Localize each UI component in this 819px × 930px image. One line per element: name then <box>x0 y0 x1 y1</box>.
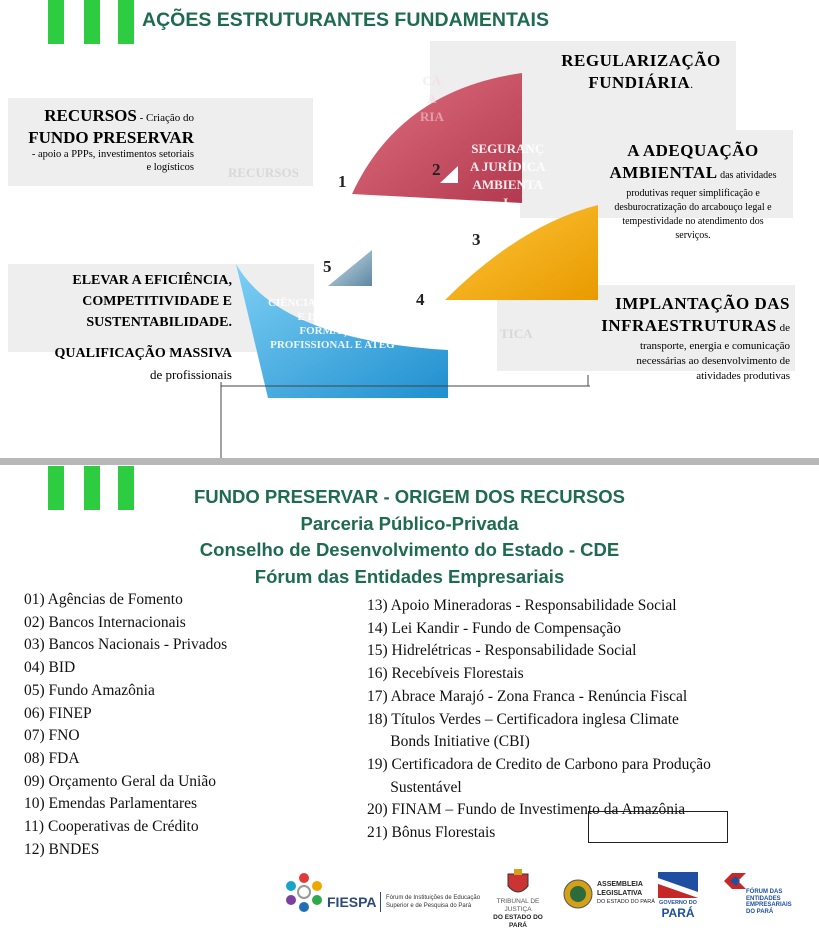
list-item: 19) Certificadora de Credito de Carbono para Produção <box>367 755 711 773</box>
list-item: 07) FNO <box>24 727 80 745</box>
step-number: 3 <box>472 230 481 249</box>
step-number: 5 <box>323 257 332 276</box>
list-item: 17) Abrace Marajó - Zona Franca - Renúncia Fiscal <box>367 687 688 705</box>
bottom-sub3: Fórum das Entidades Empresariais <box>254 565 565 587</box>
forum-text: FÓRUM DAS ENTIDADES EMPRESARIAIS DO PARÁ <box>746 889 792 915</box>
list-item: 14) Lei Kandir - Fundo de Compensação <box>367 619 621 637</box>
list-item: 05) Fundo Amazônia <box>24 681 155 699</box>
alepa-seal-icon <box>563 876 593 912</box>
left-funding-list <box>24 589 227 861</box>
list-item: 12) BNDES <box>24 840 100 858</box>
segment-label-logistica: TICA <box>500 326 533 341</box>
yellow-segment <box>445 205 598 300</box>
fiespa-desc: Fórum de Instituições de Educação Superior e de Pesquisa do Pará <box>386 895 481 909</box>
tjpa-text: TRIBUNAL DE JUSTIÇA DO ESTADO DO PARÁ <box>493 898 543 929</box>
fiespa-logo-icon <box>283 870 325 914</box>
segment-label-top: CA A RIA <box>420 73 444 124</box>
step-number: 4 <box>416 290 425 309</box>
bottom-sub2: Conselho de Desenvolvimento do Estado - CDE <box>199 539 620 560</box>
alepa-text: ASSEMBLEIA LEGISLATIVA DO ESTADO DO PARÁ <box>597 881 655 905</box>
bottom-sub1: Parceria Público-Privada <box>300 512 519 534</box>
list-item: 16) Recebíveis Florestais <box>367 665 524 683</box>
forum-flag-icon <box>722 872 748 890</box>
list-item: 11) Cooperativas de Crédito <box>24 818 199 836</box>
para-flag-icon <box>658 872 698 898</box>
step-number: 1 <box>338 172 347 191</box>
list-item: 20) FINAM – Fundo de Investimento da Amazônia <box>367 801 686 819</box>
segment-label-ciencia: CIÊNCIA, TECNOLOGIA E INOVAÇÃO FORMAÇÃO PROFISSIONAL E ATEG <box>268 297 397 351</box>
list-item: 15) Hidrelétricas - Responsabilidade Social <box>367 642 637 660</box>
segment-label-recursos: RECURSOS <box>228 165 299 180</box>
list-item: 10) Emendas Parlamentares <box>24 795 198 813</box>
slide-divider <box>0 458 819 465</box>
segment-label-seguranca: SEGURANÇ A JURÍDICA AMBIENTA L <box>470 141 546 210</box>
tjpa-seal-icon <box>504 868 532 898</box>
list-item: 03) Bancos Nacionais - Privados <box>24 636 228 654</box>
steel-segment <box>328 250 372 286</box>
bottom-title: FUNDO PRESERVAR - ORIGEM DOS RECURSOS <box>193 486 626 507</box>
list-item: 13) Apoio Mineradoras - Responsabilidade Social <box>367 597 677 614</box>
list-item: 02) Bancos Internacionais <box>24 613 186 631</box>
eficiencia-text: ELEVAR A EFICIÊNCIA, COMPETITIVIDADE E SUSTENTABILIDADE. QUALIFICAÇÃO MASSIVA de profissionais <box>54 273 232 382</box>
implantacao-text: IMPLANTAÇÃO DAS INFRAESTRUTURAS de transporte, energia e comunicação necessárias ao desenvolvimento de atividades produtivas <box>601 294 790 382</box>
gov-text: GOVERNO DO PARÁ <box>659 900 697 920</box>
step-number: 2 <box>432 160 441 179</box>
list-item: 18) Títulos Verdes – Certificadora inglesa Climate <box>367 710 679 728</box>
top-title: AÇÕES ESTRUTURANTES FUNDAMENTAIS <box>142 9 549 31</box>
highlight-box <box>588 811 728 843</box>
list-item: 04) BID <box>24 659 76 677</box>
list-item: Sustentável <box>367 778 462 796</box>
bottom-header <box>0 484 819 590</box>
regularizacao-text: REGULARIZAÇÃO FUNDIÁRIA. <box>561 51 721 92</box>
list-item: 09) Orçamento Geral da União <box>24 772 216 790</box>
list-item: 08) FDA <box>24 749 80 767</box>
list-item: 01) Agências de Fomento <box>24 591 183 608</box>
logo-divider <box>380 892 381 912</box>
list-item: Bonds Initiative (CBI) <box>367 733 530 751</box>
adequacao-text: A ADEQUAÇÃO AMBIENTAL das atividades produtivas requer simplificação e desburocratização do arcabouço legal e tempestividade no atendimento dos serviços. <box>609 141 777 241</box>
right-funding-list <box>367 595 711 845</box>
list-item: 21) Bônus Florestais <box>367 824 496 842</box>
fiespa-name: FIESPA <box>327 894 377 910</box>
recursos-text: RECURSOS - Criação do FUNDO PRESERVAR - apoio a PPPs, investimentos setoriais e logísticos <box>28 106 194 173</box>
list-item: 06) FINEP <box>24 704 92 722</box>
